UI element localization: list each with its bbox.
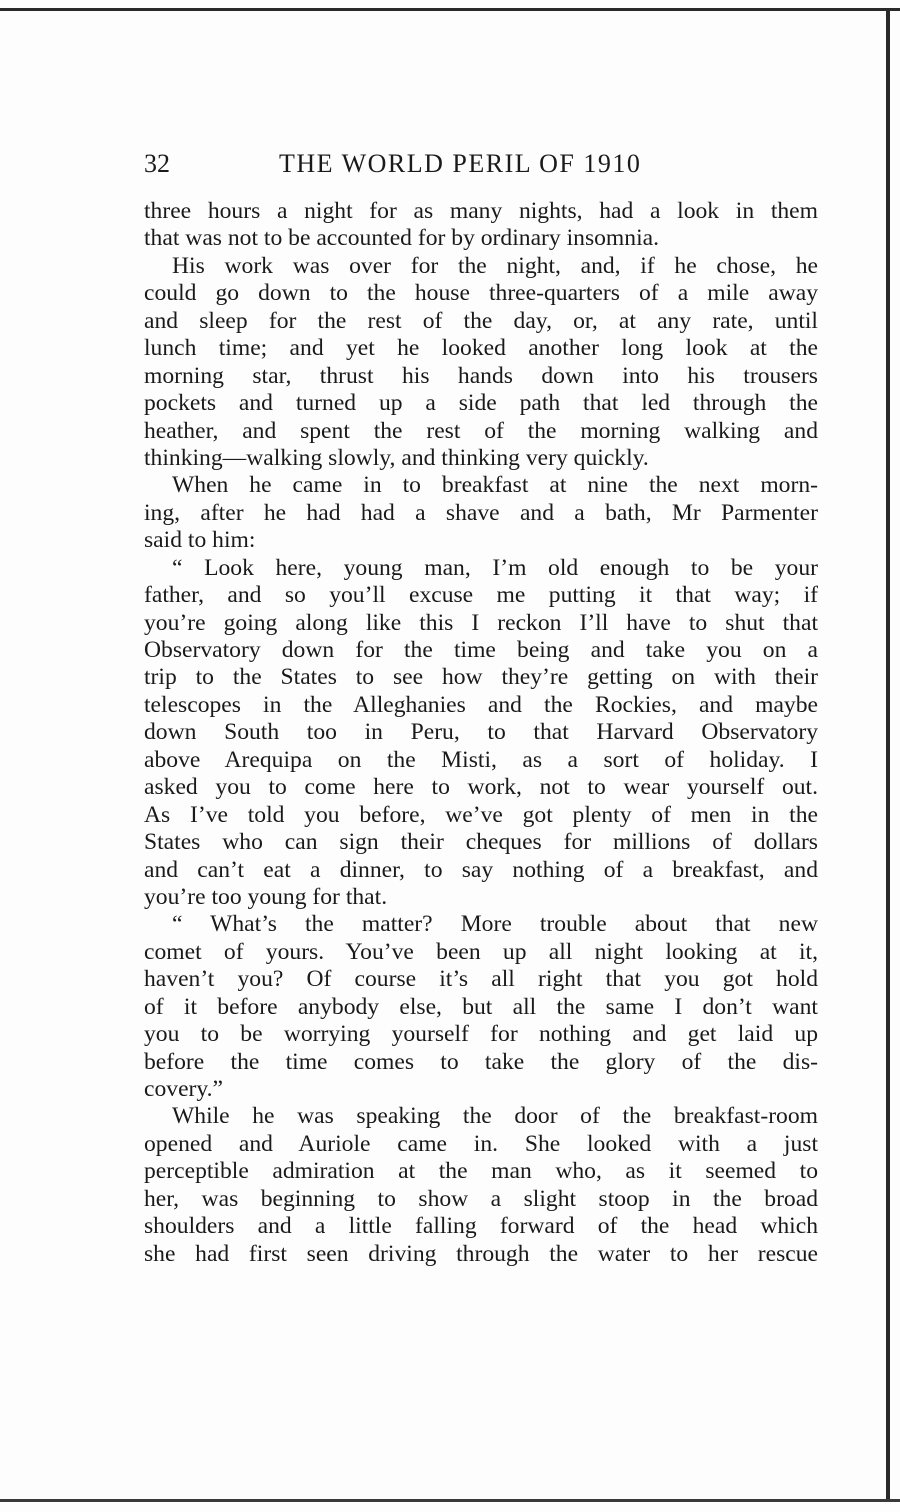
book-title: THE WORLD PERIL OF 1910 (279, 149, 642, 178)
text-line: and can’t eat a dinner, to say nothing of a breakfast, and (144, 856, 818, 883)
text-line: shoulders and a little falling forward of the head which (144, 1213, 818, 1240)
text-line: asked you to come here to work, not to wear yourself out. (144, 774, 818, 801)
text-line: haven’t you? Of course it’s all right that you got hold (144, 966, 818, 993)
text-line: you’re too young for that. (144, 883, 388, 910)
text-line: she had first seen driving through the water to her rescue (144, 1240, 818, 1267)
text-line: His work was over for the night, and, if he chose, he (172, 252, 818, 279)
text-line: opened and Auriole came in. She looked with a just (144, 1130, 818, 1157)
body-text (144, 198, 818, 1268)
text-line: and sleep for the rest of the day, or, at any rate, until (144, 307, 818, 334)
text-line: Observatory down for the time being and take you on a (144, 637, 818, 663)
text-line: lunch time; and yet he looked another long look at the (144, 335, 818, 362)
text-line: trip to the States to see how they’re getting on with their (144, 664, 818, 691)
text-line: that was not to be accounted for by ordinary insomnia. (144, 225, 659, 252)
text-line: perceptible admiration at the man who, as it seemed to (144, 1158, 818, 1185)
text-line: said to him: (144, 527, 256, 554)
text-line: comet of yours. You’ve been up all night looking at it, (144, 938, 818, 965)
text-line: “ Look here, young man, I’m old enough to be your (172, 554, 818, 581)
text-line: States who can sign their cheques for millions of dollars (144, 829, 818, 856)
page-number: 32 (144, 149, 170, 178)
text-line: you’re going along like this I reckon I’ll have to shut that (144, 609, 818, 636)
text-line: pockets and turned up a side path that led through the (144, 390, 818, 417)
text-line: could go down to the house three-quarters of a mile away (144, 280, 818, 307)
text-line: before the time comes to take the glory of the dis- (144, 1048, 818, 1075)
text-line: “ What’s the matter? More trouble about that new (172, 911, 818, 938)
text-line: ing, after he had had a shave and a bath, Mr Parmenter (144, 499, 818, 526)
text-line: thinking—walking slowly, and thinking very quickly. (144, 444, 649, 471)
scan-edge-bottom (0, 1499, 900, 1502)
scan-edge-right (886, 10, 890, 1502)
text-line: morning star, thrust his hands down into his trousers (144, 362, 818, 389)
text-line: three hours a night for as many nights, had a look in them (144, 198, 818, 224)
running-head (144, 144, 820, 184)
text-line: father, and so you’ll excuse me putting it that way; if (144, 582, 818, 609)
text-line: of it before anybody else, but all the same I don’t want (144, 993, 818, 1020)
text-line: heather, and spent the rest of the morning walking and (144, 417, 818, 444)
text-line: While he was speaking the door of the breakfast-room (172, 1103, 818, 1130)
text-line: covery.” (144, 1076, 224, 1102)
text-line: you to be worrying yourself for nothing and get laid up (144, 1021, 818, 1048)
text-line: down South too in Peru, to that Harvard Observatory (144, 719, 818, 746)
text-line: her, was beginning to show a slight stoop in the broad (144, 1185, 818, 1212)
scan-edge-top (0, 8, 900, 11)
text-line: above Arequipa on the Misti, as a sort of holiday. I (144, 746, 818, 773)
text-line: As I’ve told you before, we’ve got plenty of men in the (144, 801, 818, 828)
text-line: When he came in to breakfast at nine the next morn- (172, 472, 818, 499)
text-line: telescopes in the Alleghanies and the Rockies, and maybe (144, 691, 818, 718)
